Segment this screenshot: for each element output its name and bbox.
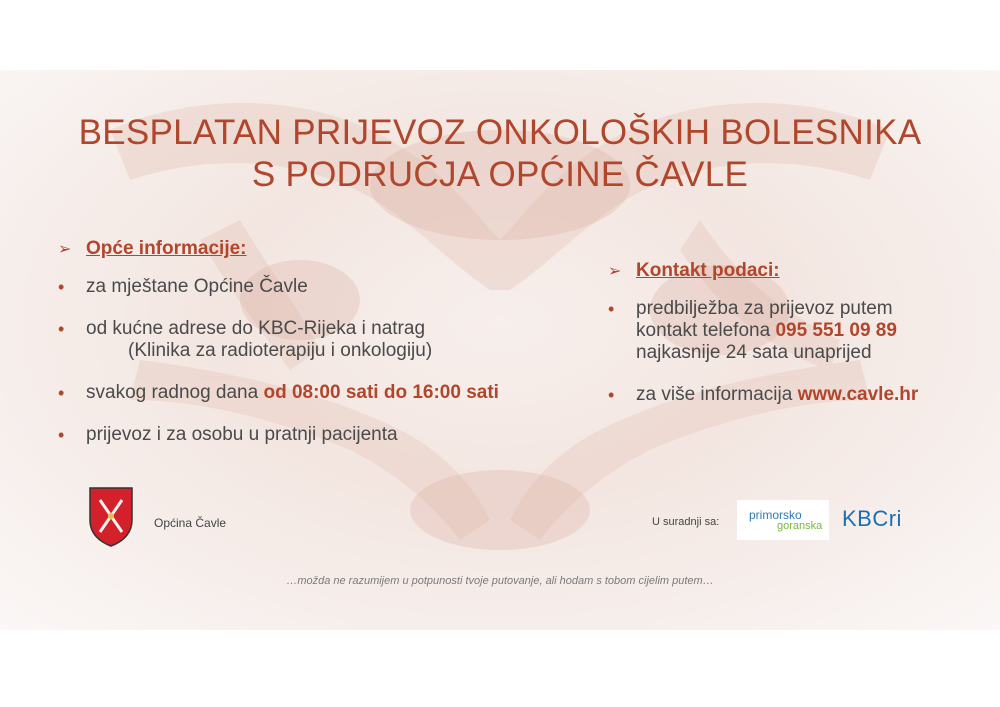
list-item	[58, 318, 578, 362]
contact-section	[608, 260, 988, 426]
clinic-text: (Klinika za radioterapiju i onkologiju)	[128, 340, 433, 361]
bullet-icon: •	[608, 299, 615, 319]
schedule-prefix: svakog radnog dana	[86, 382, 264, 403]
bullet-icon: •	[58, 319, 65, 339]
partner-label: U suradnji sa:	[652, 516, 720, 528]
schedule-hours: od 08:00 sati do 16:00 sati	[263, 382, 499, 403]
phone-number: 095 551 09 89	[775, 320, 897, 341]
booking-text: predbilježba za prijevoz putem	[636, 298, 893, 319]
title-line-2: S PODRUČJA OPĆINE ČAVLE	[251, 155, 749, 194]
page-title	[0, 112, 1000, 196]
bullet-icon: •	[58, 277, 65, 297]
list-item	[58, 276, 578, 298]
phone-prefix: kontakt telefona	[636, 320, 776, 341]
bullet-icon: •	[58, 425, 65, 445]
route-text: od kućne adrese do KBC-Rijeka i natrag	[86, 318, 426, 339]
general-info-heading-text: Opće informacije:	[86, 238, 247, 259]
list-item-text: prijevoz i za osobu u pratnji pacijenta	[86, 424, 398, 445]
bullet-icon: •	[58, 383, 65, 403]
list-item-text	[86, 318, 578, 362]
contact-heading-text: Kontakt podaci:	[636, 260, 780, 281]
list-item-text	[86, 382, 578, 404]
poster	[0, 70, 1000, 630]
footer-quote: …možda ne razumijem u potpunosti tvoje putovanje, ali hodam s tobom cijelim putem…	[286, 575, 714, 587]
pgz-logo-line-1: primorsko	[749, 508, 802, 522]
general-info-heading	[58, 238, 578, 260]
pgz-logo-line-2: goranska	[777, 520, 823, 532]
kbc-rijeka-logo	[842, 506, 922, 540]
contact-heading	[608, 260, 988, 282]
kbc-logo-text: KBCri	[842, 506, 902, 531]
list-item	[608, 384, 988, 406]
list-item-text	[636, 298, 988, 364]
list-item	[58, 424, 578, 446]
list-item	[608, 298, 988, 364]
list-item-text	[636, 384, 988, 406]
general-info-section	[58, 238, 578, 466]
primorsko-goranska-logo	[737, 500, 829, 540]
booking-deadline: najkasnije 24 sata unaprijed	[636, 342, 872, 363]
arrow-bullet-icon: ➢	[58, 241, 72, 258]
list-item	[58, 382, 578, 404]
list-item-text: za mještane Općine Čavle	[86, 276, 308, 297]
municipality-name: Općina Čavle	[154, 516, 227, 530]
bullet-icon: •	[608, 385, 615, 405]
arrow-bullet-icon: ➢	[608, 263, 622, 280]
title-line-1: BESPLATAN PRIJEVOZ ONKOLOŠKIH BOLESNIKA	[78, 113, 922, 152]
website-link[interactable]: www.cavle.hr	[797, 384, 919, 405]
more-info-prefix: za više informacija	[636, 384, 798, 405]
coat-of-arms-icon	[88, 486, 134, 548]
